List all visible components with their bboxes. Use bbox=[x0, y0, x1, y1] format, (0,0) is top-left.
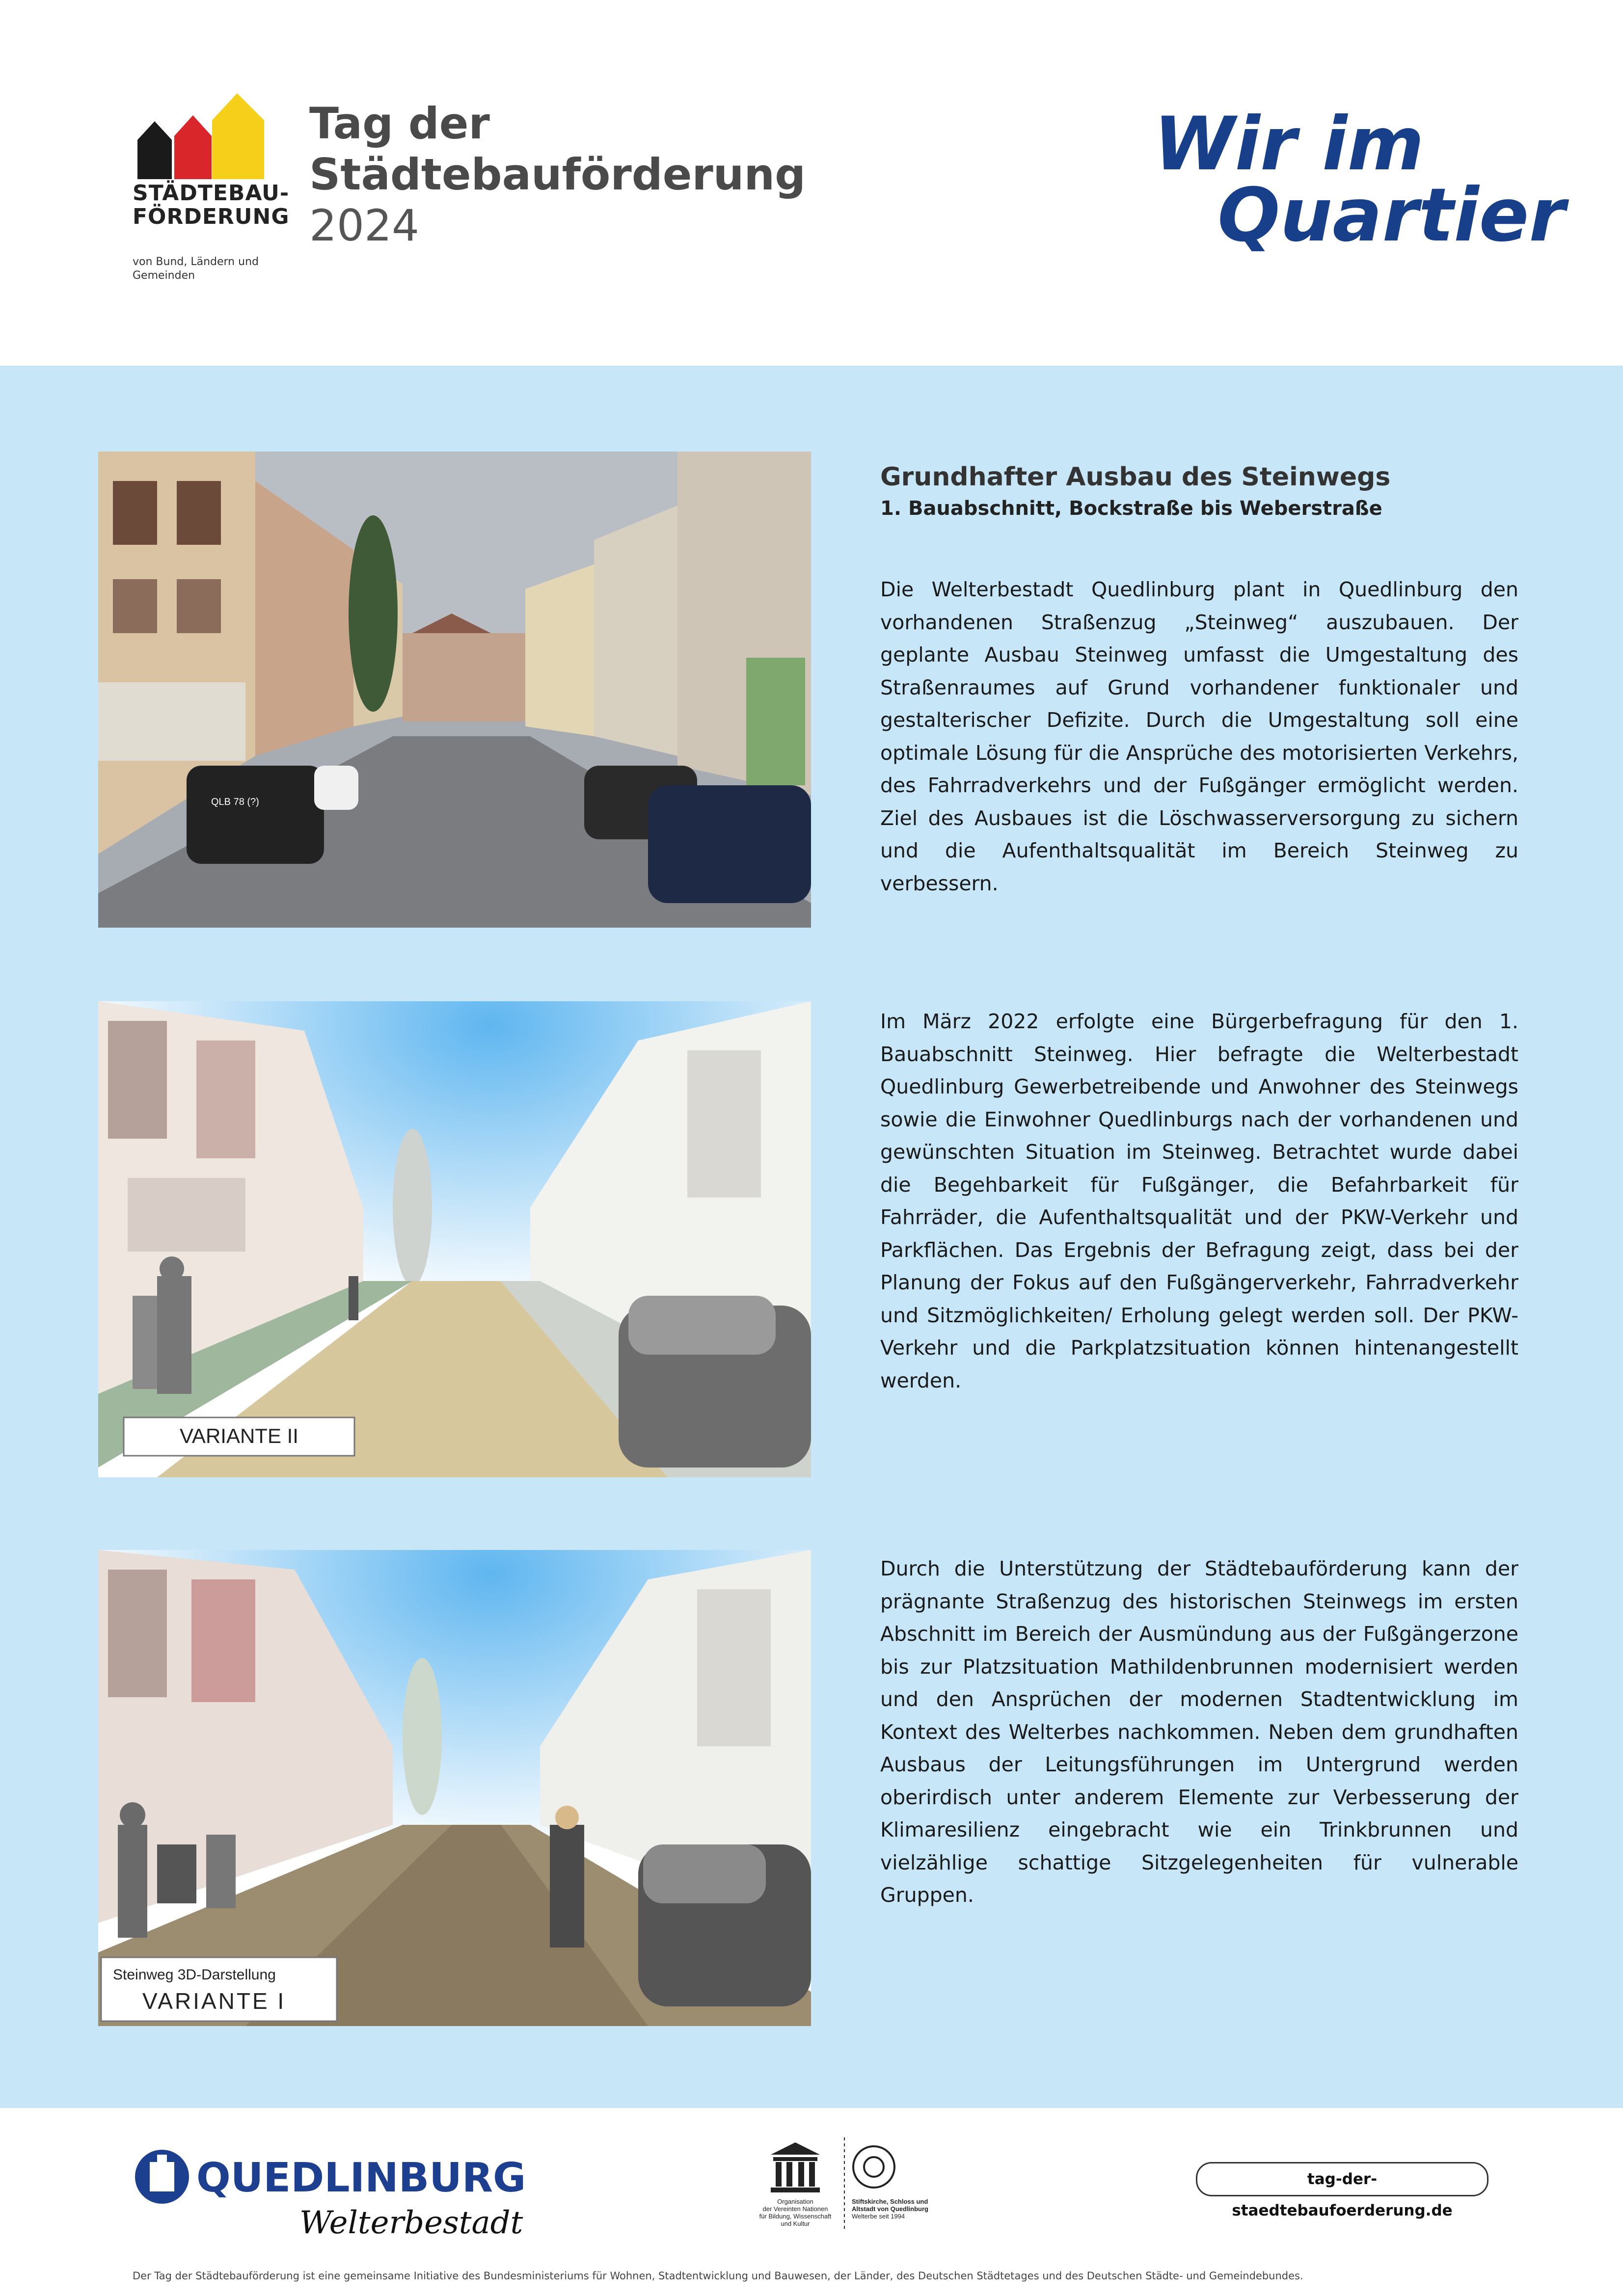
wir-line1: Wir im bbox=[1154, 102, 1424, 187]
section-heading bbox=[880, 461, 1518, 522]
logo-subtitle bbox=[133, 255, 259, 283]
logo-text-line1: STÄDTEBAU- bbox=[133, 181, 290, 206]
unesco-text-line2: der Vereinten Nationen bbox=[762, 2205, 828, 2213]
variante-1-label-line2: VARIANTE I bbox=[142, 1988, 286, 2014]
staedtebaufoerderung-logo-houses bbox=[133, 91, 280, 179]
variante-2-label-text: VARIANTE II bbox=[180, 1424, 298, 1447]
logo-sub-line2: Gemeinden bbox=[133, 269, 195, 282]
footer-note: Der Tag der Städtebauförderung ist eine gemeinsame Initiative des Bundesministeriums für Wohnen, Stadtentwicklung und Bauwesen, der Länder, des Deutschen Städtetages und des Deutschen Städte- und Gemeindebundes. bbox=[133, 2270, 1303, 2282]
whs-text-line3: Welterbe seit 1994 bbox=[852, 2213, 905, 2220]
heading-title: Grundhafter Ausbau des Steinwegs bbox=[880, 462, 1391, 492]
variante-2-rendering bbox=[98, 1001, 811, 1477]
unesco-text-line3: für Bildung, Wissenschaft bbox=[759, 2213, 832, 2220]
whs-text-line1: Stiftskirche, Schloss und bbox=[852, 2198, 928, 2205]
whs-text-line2: Altstadt von Quedlinburg bbox=[852, 2205, 928, 2213]
unesco-text-line4: und Kultur bbox=[781, 2220, 810, 2227]
page-footer bbox=[0, 2108, 1623, 2296]
unesco-temple-icon bbox=[771, 2142, 820, 2192]
variante-2-label bbox=[124, 1417, 354, 1456]
title-line2: Städtebauförderung bbox=[309, 149, 806, 200]
variante-1-label bbox=[101, 1957, 337, 2021]
wir-im-quartier-logo bbox=[1144, 102, 1566, 258]
heading-subtitle: 1. Bauabschnitt, Bockstraße bis Weberstraße bbox=[880, 497, 1382, 520]
unesco-world-heritage-logos bbox=[746, 2133, 952, 2241]
section1-paragraph: Die Welterbestadt Quedlinburg plant in Quedlinburg den vorhandenen Straßenzug „Steinweg“ auszubauen. Der geplante Ausbau Steinweg umfasst die Umgestaltung des Straßenraumes auf Grund vorhandener funktionaler und gestalterischer Defizite. Durch die Umgestaltung soll eine optimale Lösung für die Ansprüche des motorisierten Verkehrs, des Fahrradverkehrs und der Fußgänger ermöglicht werden. Ziel des Ausbaues ist die Löschwasserversorgung zu sichern und die Aufenthaltsqualität im Bereich Steinweg zu verbessern. bbox=[880, 578, 1518, 895]
event-title bbox=[309, 98, 806, 251]
section3-paragraph: Durch die Unterstützung der Städtebauförderung kann der prägnante Straßenzug des historischen Steinwegs im ersten Abschnitt im Bereich der Ausmündung aus der Fußgängerzone bis zur Platzsituation Mathildenbrunnen modernisiert werden und den Ansprüchen der modernen Stadtentwicklung im Kontext des Welterbes nachkommen. Neben dem grundhaften Ausbaus der Leitungsführungen im Untergrund werden oberirdisch unter anderem Elemente zur Verbesserung der Klimaresilienz eingebracht wie ein Trinkbrunnen und vielzählige schattige Sitzgelegenheiten für vulnerable Gruppen. bbox=[880, 1557, 1518, 1907]
wir-line2: Quartier bbox=[1217, 173, 1566, 258]
logo-text-line2: FÖRDERUNG bbox=[133, 204, 290, 229]
staedtebaufoerderung-logo-text bbox=[133, 182, 289, 229]
title-year: 2024 bbox=[309, 200, 419, 251]
page-header bbox=[0, 0, 1623, 366]
title-line1: Tag der bbox=[309, 98, 490, 149]
section2-paragraph: Im März 2022 erfolgte eine Bürgerbefragung für den 1. Bauabschnitt Steinweg. Hier befragte die Welterbestadt Quedlinburg Gewerbetreibende und Anwohner des Steinwegs sowie die Einwohner Quedlinburgs nach der vorhandenen und gewünschten Situation im Steinweg. Betrachtet wurde dabei die Begehbarkeit für Fußgänger, die Befahrbarkeit für Fahrräder, die Aufenthaltsqualität und der PKW-Verkehr und Parkflächen. Das Ergebnis der Befragung zeigt, dass bei der Planung der Fokus auf den Fußgängerverkehr, Fahrradverkehr und Sitzmöglichkeiten/ Erholung gelegt werden soll. Der PKW-Verkehr und die Parkplatzsituation können hintenangestellt werden. bbox=[880, 1010, 1518, 1392]
unesco-text-line1: Organisation bbox=[777, 2198, 813, 2205]
world-heritage-emblem-icon bbox=[853, 2146, 894, 2188]
logo-sub-line1: von Bund, Ländern und bbox=[133, 256, 259, 268]
quedlinburg-wordmark: QUEDLINBURG bbox=[196, 2155, 526, 2201]
variante-1-rendering bbox=[98, 1550, 811, 2026]
welterbestadt-wordmark: Welterbestadt bbox=[299, 2205, 523, 2241]
website-url-badge[interactable]: tag-der-staedtebaufoerderung.de bbox=[1196, 2162, 1488, 2196]
quedlinburg-logo bbox=[133, 2142, 526, 2241]
steinweg-street-photo bbox=[98, 452, 811, 928]
license-plate: QLB 78 (?) bbox=[211, 797, 259, 807]
variante-1-label-line1: Steinweg 3D-Darstellung bbox=[113, 1967, 276, 1983]
